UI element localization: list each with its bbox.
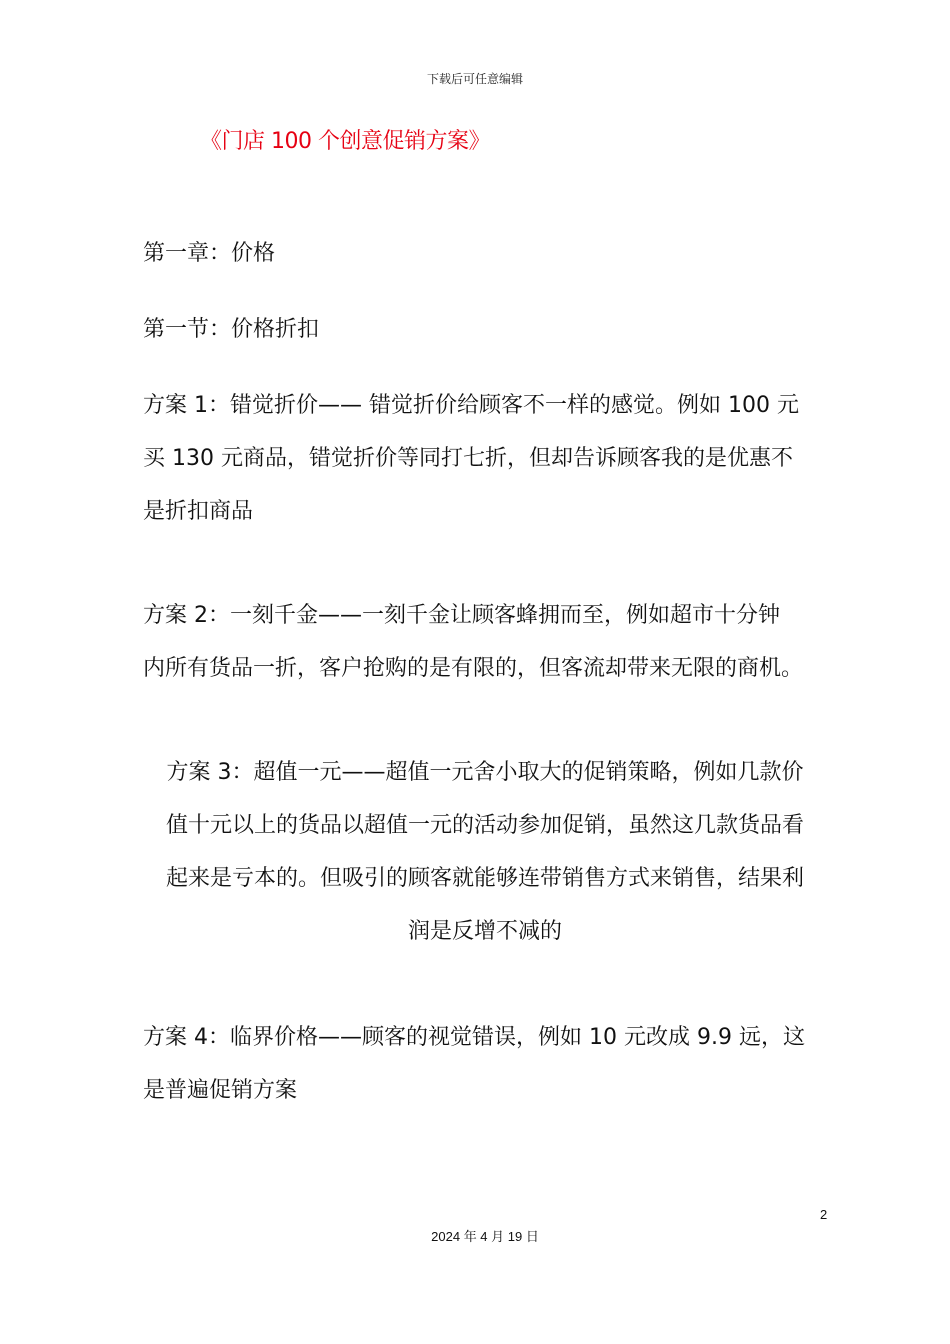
- plan-1-paragraph: [143, 379, 823, 538]
- plan-3-line-2: 值十元以上的货品以超值一元的活动参加促销，虽然这几款货品看: [165, 813, 804, 838]
- plan-4-paragraph: [143, 1011, 823, 1117]
- plan-3-line-3: 起来是亏本的。但吸引的顾客就能够连带销售方式来销售，结果利: [165, 866, 804, 891]
- plan-3-line-1: 方案 3：超值一元——超值一元舍小取大的促销策略，例如几款价: [166, 760, 804, 785]
- chapter-heading: 第一章：价格: [143, 241, 276, 266]
- plan-1-line-1: 方案 1：错觉折价—— 错觉折价给顾客不一样的感觉。例如 100 元: [143, 393, 799, 418]
- plan-4-line-2: 是普遍促销方案: [143, 1078, 298, 1103]
- plan-2-line-1: 方案 2：一刻千金——一刻千金让顾客蜂拥而至，例如超市十分钟: [143, 603, 780, 628]
- plan-1-line-2: 买 130 元商品，错觉折价等同打七折，但却告诉顾客我的是优惠不: [143, 446, 793, 471]
- page-number: 2: [820, 1207, 828, 1222]
- section-heading: 第一节：价格折扣: [143, 317, 320, 342]
- header-note: 下载后可任意编辑: [426, 72, 523, 86]
- plan-3-line-4: 润是反增不减的: [407, 919, 562, 944]
- plan-2-line-2: 内所有货品一折，客户抢购的是有限的，但客流却带来无限的商机。: [143, 656, 804, 681]
- plan-3-paragraph: [145, 746, 825, 958]
- plan-4-line-1: 方案 4：临界价格——顾客的视觉错误，例如 10 元改成 9.9 远，这: [143, 1025, 805, 1050]
- plan-2-paragraph: [143, 589, 823, 695]
- footer-date: 2024 年 4 月 19 日: [431, 1229, 539, 1244]
- document-title: 《门店 100 个创意促销方案》: [200, 129, 490, 154]
- plan-1-line-3: 是折扣商品: [143, 499, 254, 524]
